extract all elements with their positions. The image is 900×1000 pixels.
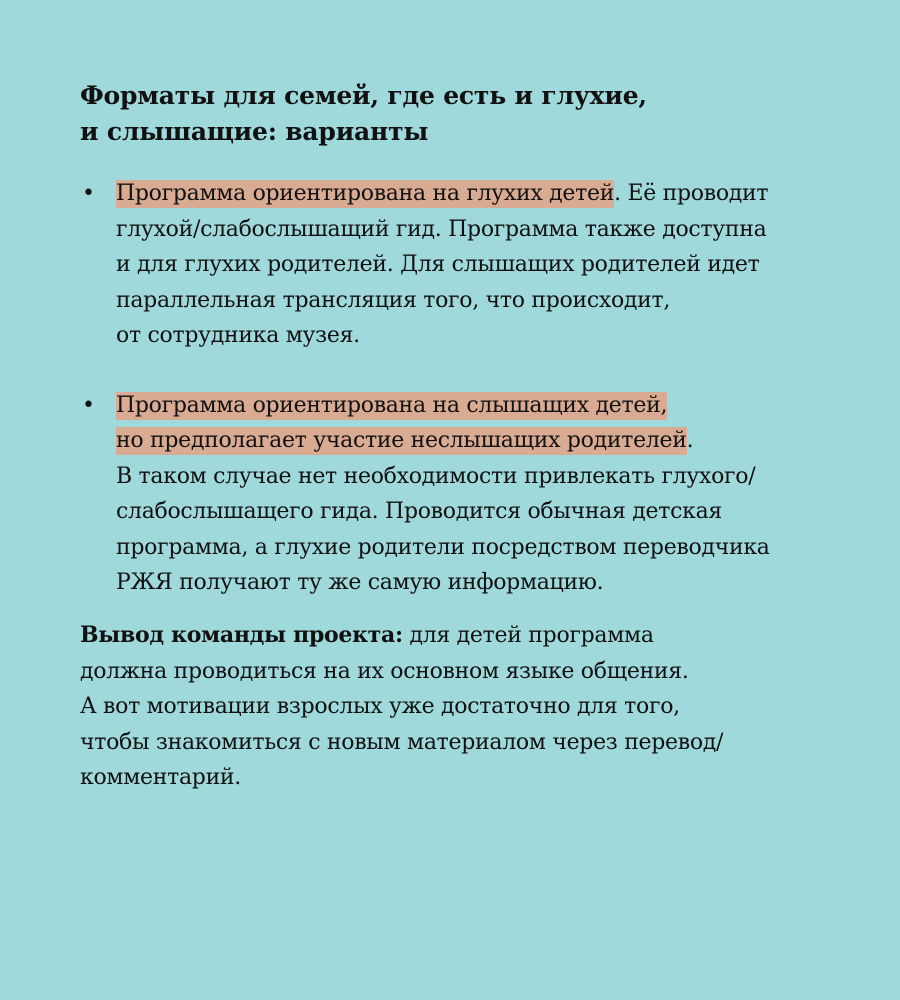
- text-line: [116, 423, 830, 459]
- text-line: программа, а глухие родители посредством переводчика: [116, 534, 770, 560]
- list-item: [80, 176, 830, 354]
- highlighted-text: но предполагает участие неслышащих родителей: [116, 428, 687, 453]
- page-title-line: и слышащие: варианты: [80, 117, 429, 146]
- page-title: [80, 78, 840, 150]
- text-line: [116, 176, 830, 212]
- highlighted-text: Программа ориентирована на слышащих детей,: [116, 392, 668, 418]
- format-variants-list: [80, 176, 830, 601]
- page-title-line: Форматы для семей, где есть и глухие,: [80, 81, 647, 110]
- text-line: [80, 618, 840, 654]
- text-line: от сотрудника музея.: [116, 323, 360, 348]
- text-line: и для глухих родителей. Для слышащих родителей идет: [116, 252, 760, 277]
- text-line: В таком случае нет необходимости привлекать глухого/: [116, 463, 756, 489]
- text-line: слабослышащего гида. Проводится обычная детская: [116, 499, 722, 524]
- text-fragment: для детей программа: [402, 623, 654, 648]
- text-line: параллельная трансляция того, что происходит,: [116, 287, 671, 313]
- text-fragment: . Её проводит: [614, 181, 769, 206]
- highlighted-text: Программа ориентирована на глухих детей: [116, 181, 615, 206]
- text-line: РЖЯ получают ту же самую информацию.: [116, 570, 604, 595]
- bullet-icon: •: [82, 181, 95, 206]
- text-line: [116, 388, 830, 424]
- text-line: А вот мотивации взрослых уже достаточно для того,: [80, 694, 680, 719]
- conclusion-label: Вывод команды проекта:: [80, 622, 403, 648]
- project-conclusion: [80, 618, 840, 796]
- list-item: [80, 388, 830, 601]
- bullet-icon: •: [82, 392, 95, 418]
- text-fragment: .: [686, 428, 694, 453]
- text-line: комментарий.: [80, 765, 241, 790]
- text-line: глухой/слабослышащий гид. Программа также доступна: [116, 216, 767, 242]
- text-line: чтобы знакомиться с новым материалом через перевод/: [80, 729, 724, 755]
- text-line: должна проводиться на их основном языке общения.: [80, 658, 689, 684]
